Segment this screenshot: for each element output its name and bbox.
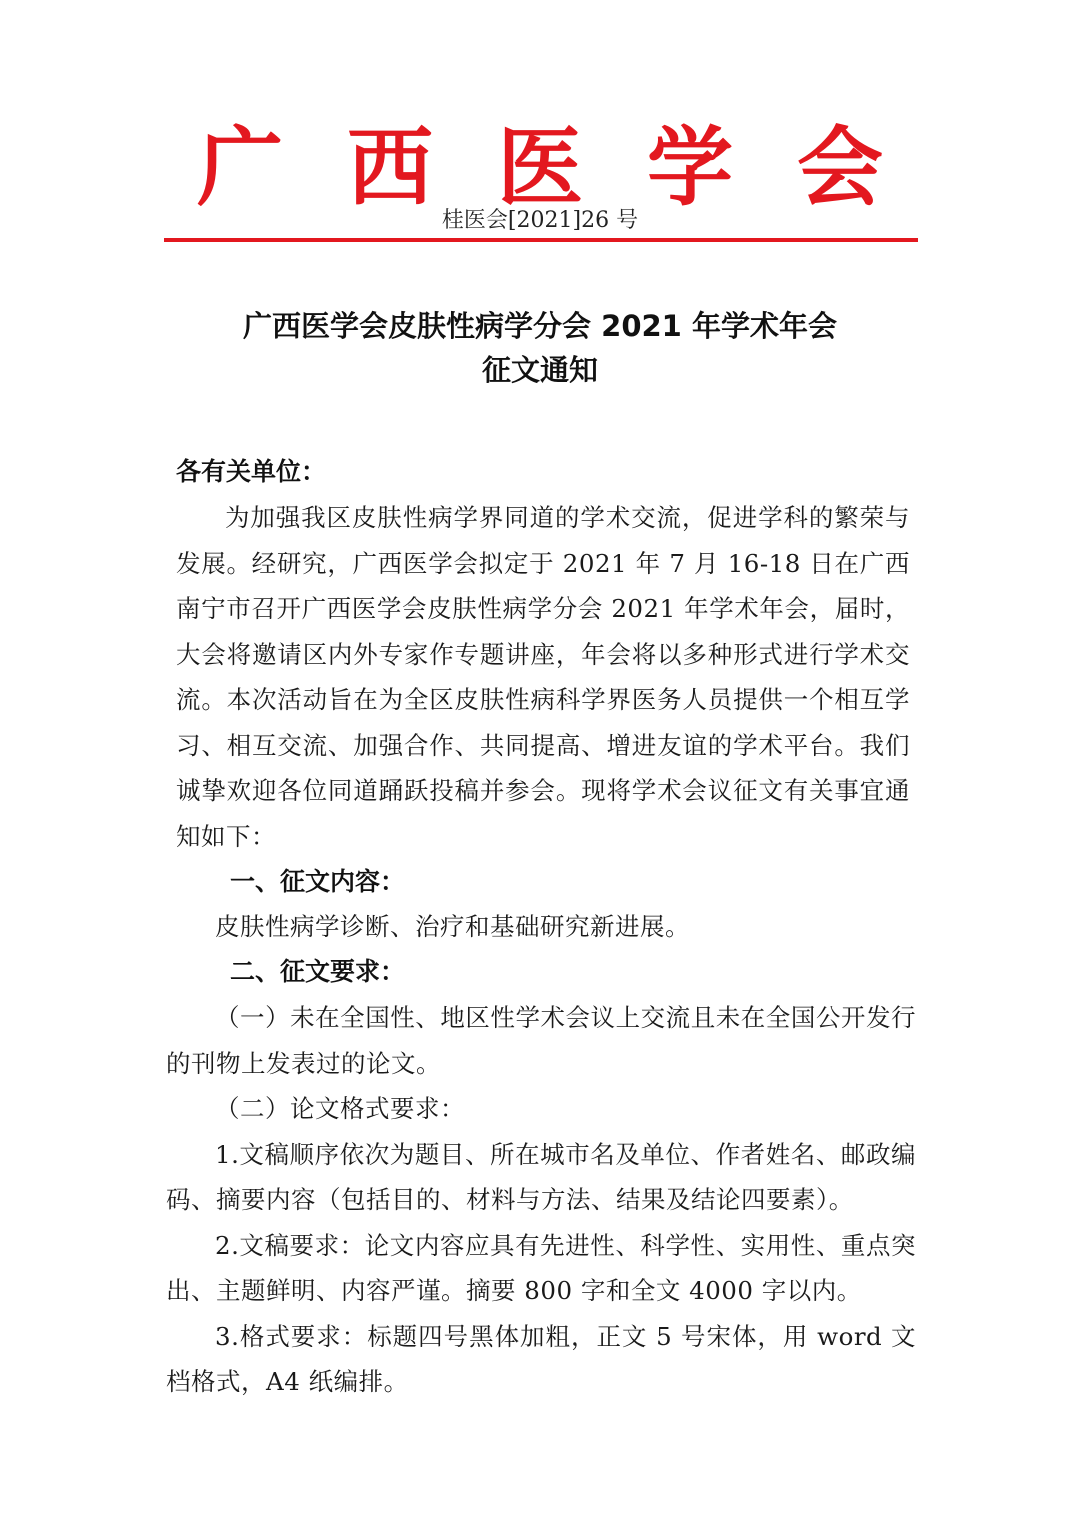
- document-number: 桂医会[2021]26 号: [441, 208, 639, 233]
- document-title: [0, 304, 1080, 392]
- section-1-content: [166, 904, 916, 950]
- section-2-point-3: 3.格式要求：标题四号黑体加粗，正文 5 号宋体，用 word 文档格式，A4 纸编排。: [166, 1321, 916, 1396]
- header-divider: [164, 238, 918, 242]
- section-2-heading: 二、征文要求：: [230, 957, 406, 986]
- org-name-header: [190, 118, 890, 218]
- intro-text: 为加强我区皮肤性病学界同道的学术交流，促进学科的繁荣与发展。经研究，广西医学会拟定于 2021 年 7 月 16-18 日在广西南宁市召开广西医学会皮肤性病学分会 2021 年学术年会，届时，大会将邀请区内外专家作专题讲座，年会将以多种形式进行学术交流。本次活动旨在为全区皮肤性病科学界医务人员提供一个相互学习、相互交流、加强合作、共同提高、增进友谊的学术平台。我们诚挚欢迎各位同道踊跃投稿并参会。现将学术会议征文有关事宜通知如下：: [176, 503, 910, 851]
- section-2-point-2: 2.文稿要求：论文内容应具有先进性、科学性、实用性、重点突出、主题鲜明、内容严谨。摘要 800 字和全文 4000 字以内。: [166, 1230, 916, 1305]
- title-line-2: 征文通知: [481, 353, 598, 387]
- org-name-char: 医: [497, 118, 583, 218]
- section-1-text: 皮肤性病学诊断、治疗和基础研究新进展。: [215, 912, 690, 941]
- section-2-item-2: （二）论文格式要求：: [215, 1094, 465, 1123]
- section-2-item-1: （一）未在全国性、地区性学术会议上交流且未在全国公开发行的刊物上发表过的论文。: [166, 1003, 916, 1078]
- org-name-char: 会: [797, 118, 883, 218]
- org-name-char: 西: [347, 118, 433, 218]
- org-name-char: 广: [197, 118, 283, 218]
- org-name-char: 学: [647, 118, 733, 218]
- intro-paragraph: [176, 495, 910, 859]
- title-line-1: 广西医学会皮肤性病学分会 2021 年学术年会: [243, 309, 837, 343]
- section-2-content: [166, 995, 916, 1405]
- section-2-point-1: 1.文稿顺序依次为题目、所在城市名及单位、作者姓名、邮政编码、摘要内容（包括目的、材料与方法、结果及结论四要素）。: [166, 1139, 916, 1214]
- section-1-heading: 一、征文内容：: [230, 867, 406, 896]
- salutation: 各有关单位：: [176, 457, 327, 486]
